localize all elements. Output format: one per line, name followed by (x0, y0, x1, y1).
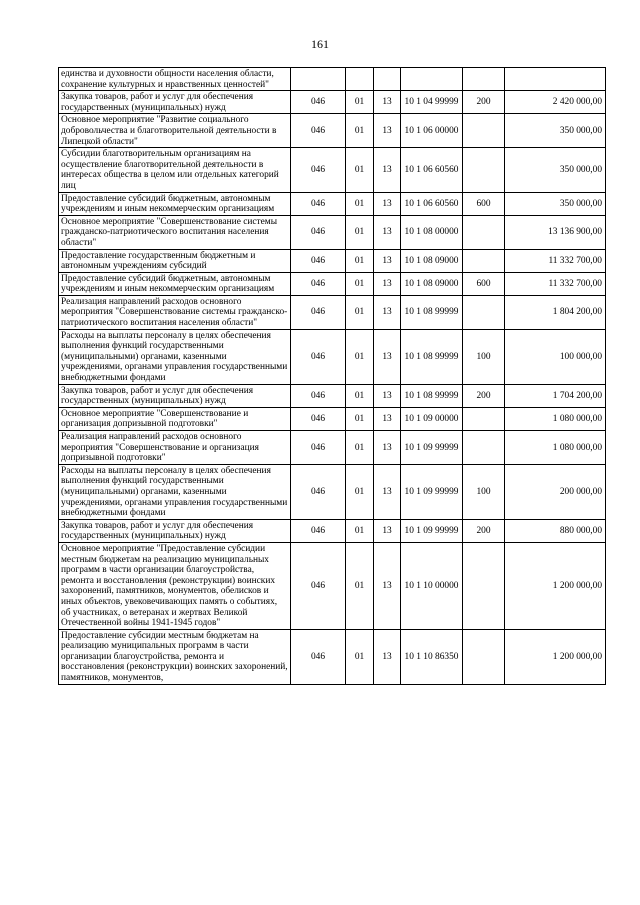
section-code-cell: 01 (346, 249, 374, 272)
subsection-code-cell: 13 (374, 215, 401, 249)
subsection-code-cell: 13 (374, 192, 401, 215)
table-row (59, 329, 606, 384)
subsection-code-cell: 13 (374, 114, 401, 148)
table-row (59, 148, 606, 192)
target-article-cell: 10 1 08 99999 (401, 384, 463, 407)
amount-cell: 1 704 200,00 (505, 384, 606, 407)
section-code-cell: 01 (346, 148, 374, 192)
table-row (59, 114, 606, 148)
expense-name-cell: Закупка товаров, работ и услуг для обеспечения государственных (муниципальных) нужд (59, 519, 291, 542)
amount-cell: 100 000,00 (505, 329, 606, 384)
expense-name-cell: Предоставление субсидий бюджетным, автономным учреждениям и иным некоммерческим организациям (59, 272, 291, 295)
subsection-code-cell: 13 (374, 272, 401, 295)
section-code-cell: 01 (346, 215, 374, 249)
table-row (59, 542, 606, 629)
expense-name-cell: Предоставление субсидий бюджетным, автономным учреждениям и иным некоммерческим организациям (59, 192, 291, 215)
section-code-cell: 01 (346, 272, 374, 295)
expense-name-cell: Основное мероприятие "Совершенствование системы гражданско-патриотического воспитания населения области" (59, 215, 291, 249)
target-article-cell: 10 1 10 00000 (401, 542, 463, 629)
target-article-cell: 10 1 09 99999 (401, 464, 463, 519)
section-code-cell: 01 (346, 91, 374, 114)
amount-cell: 11 332 700,00 (505, 249, 606, 272)
table-row (59, 384, 606, 407)
department-code-cell: 046 (291, 542, 346, 629)
expense-type-cell (463, 431, 505, 465)
section-code-cell: 01 (346, 542, 374, 629)
department-code-cell: 046 (291, 431, 346, 465)
target-article-cell: 10 1 09 99999 (401, 431, 463, 465)
target-article-cell: 10 1 04 99999 (401, 91, 463, 114)
expense-type-cell (463, 114, 505, 148)
section-code-cell: 01 (346, 431, 374, 465)
amount-cell: 1 200 000,00 (505, 629, 606, 684)
section-code-cell: 01 (346, 629, 374, 684)
expense-name-cell: Предоставление государственным бюджетным и автономным учреждениям субсидий (59, 249, 291, 272)
expense-name-cell: Реализация направлений расходов основного мероприятия "Совершенствование системы гражданско-патриотического воспитания населения области" (59, 295, 291, 329)
expense-name-cell: Субсидии благотворительным организациям на осуществление благотворительной деятельности в интересах общества в целом или отдельных категорий лиц (59, 148, 291, 192)
table-row (59, 249, 606, 272)
table-row (59, 68, 606, 91)
expense-type-cell (463, 295, 505, 329)
target-article-cell: 10 1 08 09000 (401, 249, 463, 272)
target-article-cell: 10 1 10 86350 (401, 629, 463, 684)
page-number: 161 (311, 37, 329, 51)
expense-type-cell (463, 215, 505, 249)
subsection-code-cell (374, 68, 401, 91)
expense-type-cell (463, 629, 505, 684)
amount-cell: 350 000,00 (505, 148, 606, 192)
expense-type-cell (463, 407, 505, 430)
expense-name-cell: Расходы на выплаты персоналу в целях обеспечения выполнения функций государственными (муниципальными) органами, казенными учреждениями, органами управления государственными внебюджетными фондами (59, 329, 291, 384)
amount-cell (505, 68, 606, 91)
department-code-cell: 046 (291, 464, 346, 519)
amount-cell: 1 200 000,00 (505, 542, 606, 629)
table-row (59, 215, 606, 249)
target-article-cell: 10 1 08 09000 (401, 272, 463, 295)
expense-name-cell: Расходы на выплаты персоналу в целях обеспечения выполнения функций государственными (муниципальными) органами, казенными учреждениями, органами управления государственными внебюджетными фондами (59, 464, 291, 519)
amount-cell: 11 332 700,00 (505, 272, 606, 295)
expense-name-cell: Основное мероприятие "Предоставление субсидии местным бюджетам на реализацию муниципальных программ в части организации благоустройства, ремонта и восстановления (реконструкции) воинских захоронений, памятников, монументов, обелисков и иных объектов, увековечивающих память о событиях, об участниках, о ветеранах и жертвах Великой Отечественной войны 1941-1945 годов" (59, 542, 291, 629)
expense-name-cell: Реализация направлений расходов основного мероприятия "Совершенствование и организация допризывной подготовки" (59, 431, 291, 465)
amount-cell: 1 080 000,00 (505, 431, 606, 465)
section-code-cell (346, 68, 374, 91)
expense-name-cell: Закупка товаров, работ и услуг для обеспечения государственных (муниципальных) нужд (59, 384, 291, 407)
subsection-code-cell: 13 (374, 249, 401, 272)
department-code-cell: 046 (291, 215, 346, 249)
budget-table-body (59, 68, 606, 685)
department-code-cell: 046 (291, 329, 346, 384)
target-article-cell: 10 1 06 60560 (401, 192, 463, 215)
subsection-code-cell: 13 (374, 295, 401, 329)
subsection-code-cell: 13 (374, 384, 401, 407)
amount-cell: 13 136 900,00 (505, 215, 606, 249)
subsection-code-cell: 13 (374, 629, 401, 684)
amount-cell: 350 000,00 (505, 114, 606, 148)
target-article-cell: 10 1 09 99999 (401, 519, 463, 542)
amount-cell: 880 000,00 (505, 519, 606, 542)
section-code-cell: 01 (346, 192, 374, 215)
section-code-cell: 01 (346, 519, 374, 542)
expense-name-cell: Предоставление субсидии местным бюджетам на реализацию муниципальных программ в части организации благоустройства, ремонта и восстановления (реконструкции) воинских захоронений, памятников, монументов, (59, 629, 291, 684)
target-article-cell (401, 68, 463, 91)
subsection-code-cell: 13 (374, 519, 401, 542)
expense-type-cell (463, 68, 505, 91)
budget-table (58, 67, 606, 685)
subsection-code-cell: 13 (374, 91, 401, 114)
table-row (59, 272, 606, 295)
department-code-cell: 046 (291, 519, 346, 542)
department-code-cell: 046 (291, 407, 346, 430)
expense-type-cell (463, 249, 505, 272)
expense-type-cell: 100 (463, 329, 505, 384)
department-code-cell: 046 (291, 629, 346, 684)
target-article-cell: 10 1 06 60560 (401, 148, 463, 192)
table-row (59, 519, 606, 542)
department-code-cell: 046 (291, 192, 346, 215)
expense-type-cell: 100 (463, 464, 505, 519)
department-code-cell: 046 (291, 272, 346, 295)
expense-type-cell: 200 (463, 91, 505, 114)
section-code-cell: 01 (346, 464, 374, 519)
department-code-cell: 046 (291, 114, 346, 148)
amount-cell: 350 000,00 (505, 192, 606, 215)
expense-name-cell: Основное мероприятие "Совершенствование и организация допризывной подготовки" (59, 407, 291, 430)
table-row (59, 295, 606, 329)
expense-type-cell: 200 (463, 519, 505, 542)
expense-type-cell: 200 (463, 384, 505, 407)
table-row (59, 192, 606, 215)
target-article-cell: 10 1 06 00000 (401, 114, 463, 148)
target-article-cell: 10 1 08 00000 (401, 215, 463, 249)
department-code-cell: 046 (291, 91, 346, 114)
department-code-cell: 046 (291, 249, 346, 272)
section-code-cell: 01 (346, 407, 374, 430)
section-code-cell: 01 (346, 329, 374, 384)
section-code-cell: 01 (346, 295, 374, 329)
table-row (59, 407, 606, 430)
table-row (59, 629, 606, 684)
subsection-code-cell: 13 (374, 431, 401, 465)
amount-cell: 2 420 000,00 (505, 91, 606, 114)
expense-name-cell: Основное мероприятие "Развитие социального добровольчества и благотворительной деятельности в Липецкой области" (59, 114, 291, 148)
subsection-code-cell: 13 (374, 148, 401, 192)
department-code-cell: 046 (291, 384, 346, 407)
amount-cell: 200 000,00 (505, 464, 606, 519)
amount-cell: 1 804 200,00 (505, 295, 606, 329)
department-code-cell: 046 (291, 295, 346, 329)
section-code-cell: 01 (346, 384, 374, 407)
table-row (59, 431, 606, 465)
section-code-cell: 01 (346, 114, 374, 148)
expense-name-cell: единства и духовности общности населения области, сохранение культурных и нравственных ценностей" (59, 68, 291, 91)
expense-type-cell: 600 (463, 192, 505, 215)
department-code-cell (291, 68, 346, 91)
target-article-cell: 10 1 09 00000 (401, 407, 463, 430)
target-article-cell: 10 1 08 99999 (401, 329, 463, 384)
expense-type-cell (463, 542, 505, 629)
subsection-code-cell: 13 (374, 464, 401, 519)
table-row (59, 91, 606, 114)
expense-name-cell: Закупка товаров, работ и услуг для обеспечения государственных (муниципальных) нужд (59, 91, 291, 114)
department-code-cell: 046 (291, 148, 346, 192)
amount-cell: 1 080 000,00 (505, 407, 606, 430)
expense-type-cell (463, 148, 505, 192)
expense-type-cell: 600 (463, 272, 505, 295)
subsection-code-cell: 13 (374, 329, 401, 384)
target-article-cell: 10 1 08 99999 (401, 295, 463, 329)
subsection-code-cell: 13 (374, 542, 401, 629)
subsection-code-cell: 13 (374, 407, 401, 430)
table-row (59, 464, 606, 519)
